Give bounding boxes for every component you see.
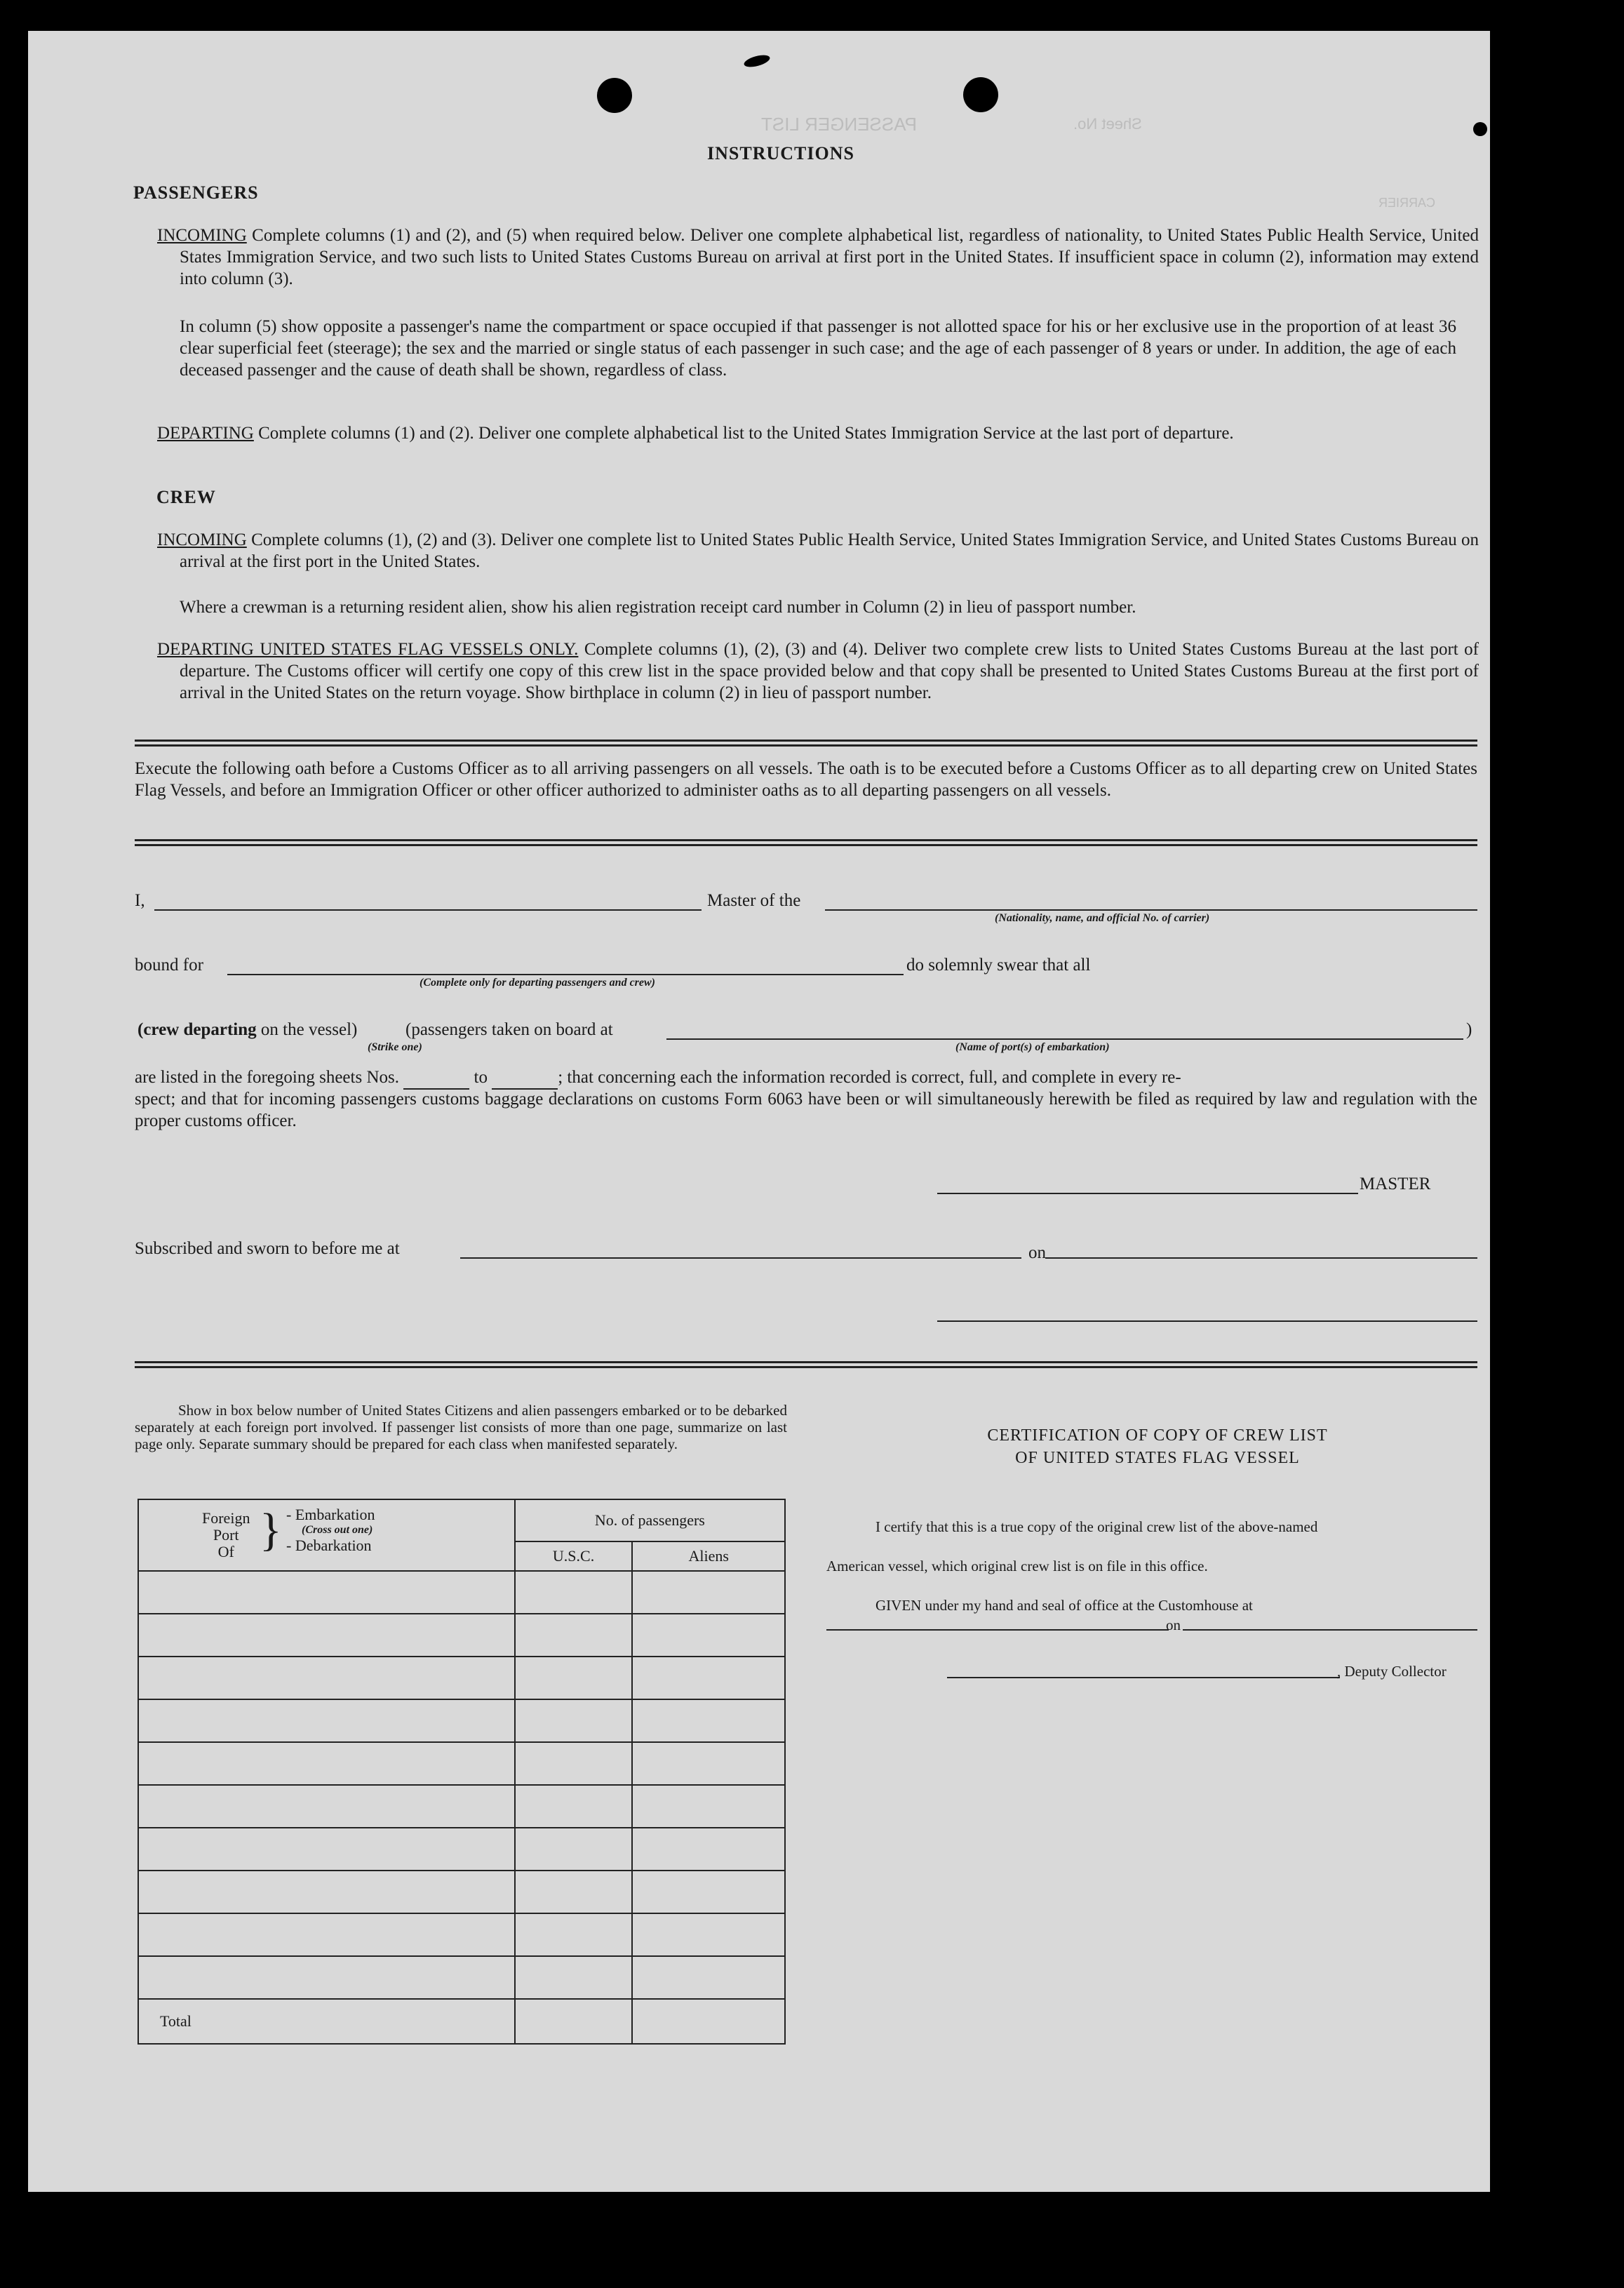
passengers-heading: PASSENGERS xyxy=(133,182,259,203)
debarkation-label[interactable]: - Debarkation xyxy=(286,1537,372,1554)
crew-heading: CREW xyxy=(156,487,216,507)
port-cell[interactable] xyxy=(138,1571,515,1614)
document-page xyxy=(28,31,1490,2192)
summary-instructions: Show in box below number of United States Citizens and alien passengers embarked or to be debarked separately at each foreign port involved. If passenger list consists of more than one page, summarize on last page only. Separate summary should be prepared for each class when manifested separately. xyxy=(135,1402,787,1452)
port-cell[interactable] xyxy=(138,1913,515,1956)
aliens-cell[interactable] xyxy=(632,1657,785,1699)
sheets-line-2: spect; and that for incoming passengers customs baggage declarations on customs Form 6063 have been or will simultaneously herewith be filed as required by law and regulation with the proper customs officer. xyxy=(135,1090,1477,1130)
certification-line-2: American vessel, which original crew list is on file in this office. xyxy=(826,1558,1208,1574)
aliens-cell[interactable] xyxy=(632,1956,785,1999)
to-label: to xyxy=(474,1068,488,1087)
usc-cell[interactable] xyxy=(515,1742,633,1785)
ink-dot xyxy=(1473,122,1487,136)
usc-cell[interactable] xyxy=(515,1913,633,1956)
passengers-column5-paragraph: In column (5) show opposite a passenger's name the compartment or space occupied if that passenger is not allotted space for his or her exclusive use in the proportion of at least 36 clear superficial feet (steerage); the sex and the married or single status of each passenger in such case; and the age of each passenger of 8 years or under. In addition, the age of each deceased passenger and the cause of death shall be shown, regardless of class. xyxy=(180,317,1456,380)
total-label-cell: Total xyxy=(138,1999,515,2044)
deputy-collector-label: , Deputy Collector xyxy=(1337,1663,1447,1680)
passengers-incoming-paragraph xyxy=(157,225,1479,290)
passengers-departing-label: DEPARTING xyxy=(157,424,254,443)
usc-cell[interactable] xyxy=(515,1657,633,1699)
of-label: Of xyxy=(217,1543,234,1560)
sheet-from-blank[interactable] xyxy=(403,1066,469,1090)
crew-incoming-text: Complete columns (1), (2) and (3). Deliver one complete list to United States Public Health Service, United States Immigration Service, and United States Customs Bureau on arrival at the first port in the United States. xyxy=(180,530,1479,571)
port-cell[interactable] xyxy=(138,1785,515,1828)
section-divider-3 xyxy=(135,1361,1477,1368)
port-cell[interactable] xyxy=(138,1828,515,1871)
aliens-cell[interactable] xyxy=(632,1699,785,1742)
passengers-departing-text: Complete columns (1) and (2). Deliver one complete alphabetical list to the United States Immigration Service at the last port of departure. xyxy=(258,424,1234,443)
port-cell[interactable] xyxy=(138,1614,515,1657)
passengers-incoming-text: Complete columns (1) and (2), and (5) when required below. Deliver one complete alphabetical list, regardless of nationality, to United States Public Health Service, United States Immigration Service, and two such lists to United States Customs Bureau on arrival at first port in the United States. If insufficient space in column (2), information may extend into column (3). xyxy=(180,226,1479,288)
foreign-label: Foreign xyxy=(202,1509,250,1527)
usc-cell[interactable] xyxy=(515,1614,633,1657)
instructions-title: INSTRUCTIONS xyxy=(707,143,854,163)
aliens-cell[interactable] xyxy=(632,1571,785,1614)
crew-departing-option xyxy=(137,1020,357,1040)
master-of-label: Master of the xyxy=(707,891,801,910)
close-paren: ) xyxy=(1466,1020,1472,1039)
bound-for-label: bound for xyxy=(135,956,203,975)
certification-line-3: GIVEN under my hand and seal of office at the Customhouse at xyxy=(875,1597,1253,1614)
master-name-line[interactable] xyxy=(154,909,702,911)
ports-caption: (Name of port(s) of embarkation) xyxy=(955,1041,1110,1053)
bleed-through-title: PASSENGER LIST xyxy=(761,114,918,135)
certification-title-line-2: OF UNITED STATES FLAG VESSEL xyxy=(1015,1449,1300,1467)
bleed-through-carrier: CARRIER xyxy=(1378,196,1436,210)
crew-incoming-paragraph xyxy=(157,529,1479,573)
subscribed-on-label: on xyxy=(1028,1243,1046,1262)
cross-out-caption: (Cross out one) xyxy=(302,1524,373,1536)
passengers-departing-paragraph xyxy=(157,422,1479,444)
total-usc-cell[interactable] xyxy=(515,1999,633,2044)
subscribed-date-line[interactable] xyxy=(1045,1257,1477,1259)
crew-resident-paragraph: Where a crewman is a returning resident alien, show his alien registration receipt card number in Column (2) in lieu of passport number. xyxy=(180,598,1136,617)
aliens-cell[interactable] xyxy=(632,1742,785,1785)
usc-cell[interactable] xyxy=(515,1956,633,1999)
brace-icon: } xyxy=(260,1504,282,1556)
sheets-line-1 xyxy=(135,1066,1477,1090)
aliens-cell[interactable] xyxy=(632,1828,785,1871)
bound-for-line[interactable] xyxy=(227,974,904,975)
oath-intro: Execute the following oath before a Customs Officer as to all arriving passengers on all vessels. The oath is to be executed before a Customs Officer as to all departing crew on United States Flag Vessels, and before an Immigration Officer or other officer authorized to administer oaths as to all departing passengers on all vessels. xyxy=(135,759,1477,800)
bleed-through-sheet: Sheet No. xyxy=(1073,115,1142,133)
oath-i-label: I, xyxy=(135,891,145,910)
nationality-caption: (Nationality, name, and official No. of carrier) xyxy=(995,912,1210,924)
sheets-suffix: ; that concerning each the information recorded is correct, full, and complete in every re- xyxy=(558,1068,1181,1087)
officer-signature-line[interactable] xyxy=(937,1320,1477,1322)
total-aliens-cell[interactable] xyxy=(632,1999,785,2044)
usc-cell[interactable] xyxy=(515,1571,633,1614)
certification-line-1: I certify that this is a true copy of the original crew list of the above-named xyxy=(875,1518,1318,1535)
usc-cell[interactable] xyxy=(515,1699,633,1742)
port-cell[interactable] xyxy=(138,1657,515,1699)
passenger-summary-table xyxy=(137,1499,786,2045)
crew-incoming-label: INCOMING xyxy=(157,530,247,549)
crew-departing-text: Complete columns (1), (2), (3) and (4). Deliver two complete crew lists to United States Customs Bureau at the last port of departure. The Customs officer will certify one copy of this crew list in the space provided below and that copy shall be presented to United States Customs Bureau at the first port of arrival in the United States on the return voyage. Show birthplace in column (2) in lieu of passport number. xyxy=(180,640,1479,702)
subscribed-place-line[interactable] xyxy=(460,1257,1021,1259)
port-embarkation-line[interactable] xyxy=(666,1038,1463,1040)
section-divider-1 xyxy=(135,740,1477,747)
certification-title xyxy=(828,1424,1487,1469)
crew-departing-text: (crew departing xyxy=(137,1020,257,1039)
subscribed-label: Subscribed and sworn to before me at xyxy=(135,1239,400,1258)
punch-hole-left xyxy=(597,78,632,113)
passengers-incoming-label: INCOMING xyxy=(157,226,247,245)
certification-on-label: on xyxy=(1166,1617,1181,1633)
customhouse-place-line[interactable] xyxy=(826,1629,1169,1631)
port-cell[interactable] xyxy=(138,1699,515,1742)
ink-mark xyxy=(743,53,771,69)
port-label: Port xyxy=(213,1526,239,1544)
master-label: MASTER xyxy=(1360,1175,1431,1193)
port-cell[interactable] xyxy=(138,1871,515,1913)
crew-departing-label: DEPARTING UNITED STATES FLAG VESSELS ONLY. xyxy=(157,640,579,659)
carrier-line[interactable] xyxy=(825,909,1477,911)
aliens-header: Aliens xyxy=(632,1541,785,1571)
port-cell[interactable] xyxy=(138,1956,515,1999)
embarkation-label[interactable]: - Embarkation xyxy=(286,1506,375,1523)
usc-cell[interactable] xyxy=(515,1871,633,1913)
usc-cell[interactable] xyxy=(515,1785,633,1828)
passengers-taken-label: (passengers taken on board at xyxy=(405,1020,613,1039)
aliens-cell[interactable] xyxy=(632,1913,785,1956)
usc-header: U.S.C. xyxy=(515,1541,633,1571)
port-cell[interactable] xyxy=(138,1742,515,1785)
swear-text: do solemnly swear that all xyxy=(906,956,1091,975)
aliens-cell[interactable] xyxy=(632,1614,785,1657)
certification-date-line[interactable] xyxy=(1183,1629,1477,1631)
usc-cell[interactable] xyxy=(515,1828,633,1871)
sheets-prefix: are listed in the foregoing sheets Nos. xyxy=(135,1068,399,1087)
sheet-to-blank[interactable] xyxy=(492,1066,558,1090)
no-of-passengers-header: No. of passengers xyxy=(515,1499,785,1541)
foreign-port-header xyxy=(138,1499,515,1571)
crew-departing-paragraph xyxy=(157,638,1479,704)
strike-one-caption: (Strike one) xyxy=(368,1041,422,1053)
aliens-cell[interactable] xyxy=(632,1871,785,1913)
certification-title-line-1: CERTIFICATION OF COPY OF CREW LIST xyxy=(987,1426,1328,1445)
master-signature-line[interactable] xyxy=(937,1193,1358,1194)
section-divider-2 xyxy=(135,839,1477,846)
deputy-collector-signature-line[interactable] xyxy=(947,1677,1340,1678)
complete-only-caption: (Complete only for departing passengers and crew) xyxy=(420,977,655,989)
on-the-vessel-text: on the vessel) xyxy=(260,1020,358,1039)
aliens-cell[interactable] xyxy=(632,1785,785,1828)
punch-hole-right xyxy=(963,77,998,112)
